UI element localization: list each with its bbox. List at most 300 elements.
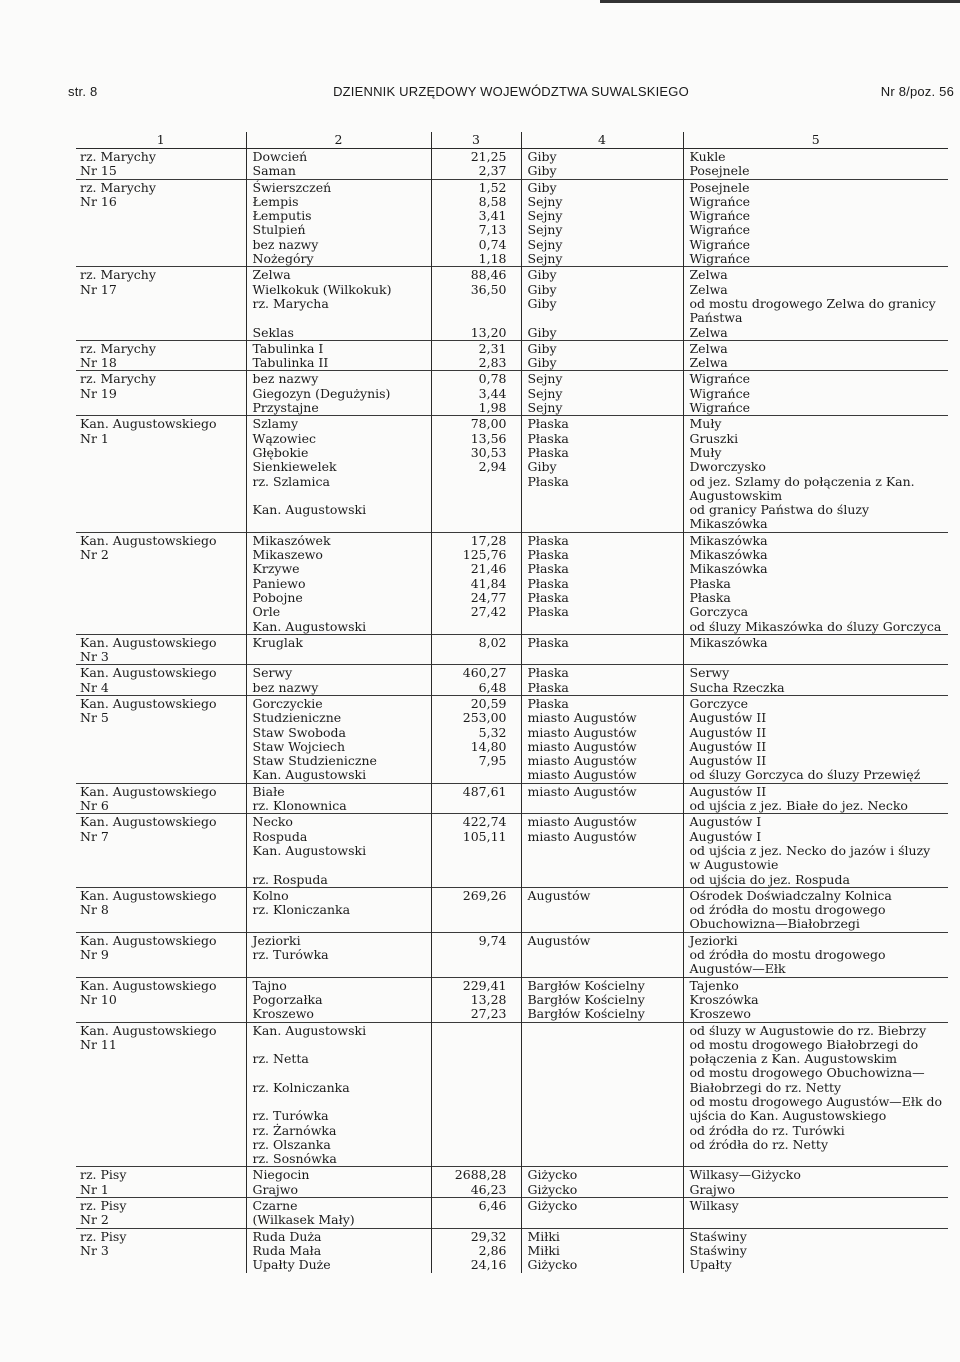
cell-water-body bbox=[246, 416, 431, 532]
cell-commune bbox=[521, 1167, 683, 1198]
cell-district bbox=[76, 634, 246, 665]
commune-line: Płaska bbox=[527, 430, 569, 446]
water-body-line: Nożegóry bbox=[252, 251, 314, 267]
water-body-line: Giegozyn (Degużynis) bbox=[252, 385, 391, 401]
cell-area bbox=[431, 1022, 521, 1167]
notes-line: od źródła do mostu drogowego Augustów—Ełk bbox=[689, 947, 886, 977]
water-body-line: Kan. Augustowski bbox=[252, 767, 367, 783]
cell-water-body bbox=[246, 783, 431, 814]
water-body-line bbox=[253, 311, 425, 325]
notes-line: od ujścia z jez. Necko do jazów i śluzy w Augustowie bbox=[689, 842, 931, 873]
cell-area bbox=[431, 634, 521, 665]
district-line: Kan. Augustowskiego bbox=[80, 783, 217, 799]
district-line: rz. Marychy bbox=[80, 371, 156, 387]
commune-line: Bargłów Kościelny bbox=[527, 977, 645, 993]
cell-district bbox=[76, 149, 246, 180]
table-row bbox=[76, 1022, 948, 1167]
table-row bbox=[76, 1198, 948, 1229]
district-line: Kan. Augustowskiego bbox=[80, 532, 217, 548]
district-line: rz. Marychy bbox=[80, 179, 156, 195]
commune-line: Miłki bbox=[527, 1228, 560, 1244]
cell-area bbox=[431, 149, 521, 180]
notes-line: Płaska bbox=[689, 575, 731, 591]
notes-line: Wigrańce bbox=[689, 222, 751, 238]
notes-line: Zelwa bbox=[689, 324, 728, 340]
commune-line: Płaska bbox=[527, 604, 569, 620]
page-header bbox=[68, 84, 954, 100]
water-body-line: Świerszczeń bbox=[252, 179, 332, 195]
cell-water-body bbox=[246, 1167, 431, 1198]
water-body-line bbox=[253, 1066, 425, 1080]
cell-district bbox=[76, 340, 246, 371]
water-body-line: (Wilkasek Mały) bbox=[252, 1212, 355, 1228]
area-line: 17,28 bbox=[470, 532, 507, 548]
commune-line: Płaska bbox=[527, 665, 569, 681]
notes-line: Kroszewo bbox=[689, 1006, 751, 1022]
district-line: Nr 1 bbox=[80, 1181, 109, 1197]
area-line: 5,32 bbox=[478, 724, 507, 740]
water-body-line: Czarne bbox=[252, 1198, 298, 1214]
cell-notes bbox=[683, 783, 948, 814]
notes-line: Augustów I bbox=[689, 828, 762, 844]
water-body-line: rz. Turówka bbox=[252, 1108, 329, 1124]
table-row bbox=[76, 977, 948, 1022]
notes-line: Zelwa bbox=[689, 267, 728, 283]
water-body-line: Saman bbox=[252, 163, 296, 179]
notes-line: Staświny bbox=[689, 1242, 747, 1258]
commune-line: Bargłów Kościelny bbox=[527, 991, 645, 1007]
district-line: Kan. Augustowskiego bbox=[80, 977, 217, 993]
notes-line: Mikaszówka bbox=[689, 561, 768, 577]
district-line: Nr 8 bbox=[80, 902, 109, 918]
water-body-line: Tabulinka II bbox=[252, 355, 329, 371]
register-table bbox=[76, 132, 948, 1273]
commune-line: Giby bbox=[527, 149, 557, 164]
area-line: 2,94 bbox=[478, 459, 507, 475]
district-line: rz. Marychy bbox=[80, 149, 156, 164]
area-line: 8,02 bbox=[478, 634, 507, 650]
cell-area bbox=[431, 783, 521, 814]
water-body-line: Upałty Duże bbox=[252, 1257, 331, 1273]
cell-commune bbox=[521, 665, 683, 696]
cell-water-body bbox=[246, 179, 431, 267]
commune-line: Miłki bbox=[527, 1242, 560, 1258]
cell-notes bbox=[683, 977, 948, 1022]
area-line: 2688,28 bbox=[454, 1167, 507, 1183]
cell-notes bbox=[683, 887, 948, 932]
area-line: 3,44 bbox=[478, 385, 507, 401]
district-line: Kan. Augustowskiego bbox=[80, 1022, 217, 1038]
water-body-line: rz. Kolniczanka bbox=[252, 1079, 350, 1095]
water-body-line: Stulpień bbox=[252, 222, 306, 238]
cell-commune bbox=[521, 371, 683, 416]
commune-line: miasto Augustów bbox=[527, 828, 637, 844]
water-body-line: Dowcień bbox=[252, 149, 308, 164]
water-body-line bbox=[253, 1095, 425, 1109]
cell-district bbox=[76, 1167, 246, 1198]
notes-line: od ujścia do jez. Rospuda bbox=[689, 871, 850, 887]
district-line: Nr 16 bbox=[80, 193, 117, 209]
district-line: Nr 7 bbox=[80, 828, 109, 844]
table-row bbox=[76, 371, 948, 416]
commune-line: Płaska bbox=[527, 547, 569, 563]
cell-commune bbox=[521, 179, 683, 267]
cell-notes bbox=[683, 340, 948, 371]
table-row bbox=[76, 634, 948, 665]
area-line: 0,78 bbox=[478, 371, 507, 387]
cell-notes bbox=[683, 149, 948, 180]
table-row bbox=[76, 887, 948, 932]
district-line: Nr 19 bbox=[80, 385, 117, 401]
cell-area bbox=[431, 932, 521, 977]
cell-notes bbox=[683, 532, 948, 634]
area-line: 253,00 bbox=[462, 710, 507, 726]
commune-line: Giżycko bbox=[527, 1198, 578, 1214]
notes-line: od śluzy Mikaszówka do śluzy Gorczyca bbox=[689, 618, 942, 634]
water-body-line: rz. Marycha bbox=[252, 295, 329, 311]
notes-line: Płaska bbox=[689, 589, 731, 605]
notes-line: Zelwa bbox=[689, 281, 728, 297]
cell-water-body bbox=[246, 532, 431, 634]
water-body-line: Kolno bbox=[252, 887, 289, 903]
cell-water-body bbox=[246, 340, 431, 371]
col-header-3: 3 bbox=[431, 132, 521, 149]
area-line: 88,46 bbox=[470, 267, 507, 283]
cell-area bbox=[431, 1198, 521, 1229]
water-body-line: rz. Klonownica bbox=[252, 798, 347, 814]
notes-line: Gorczyca bbox=[689, 604, 749, 620]
area-line: 24,16 bbox=[470, 1257, 507, 1273]
cell-notes bbox=[683, 267, 948, 340]
notes-line: Posejnele bbox=[689, 179, 750, 195]
district-line: Nr 11 bbox=[80, 1036, 117, 1052]
district-line: Kan. Augustowskiego bbox=[80, 932, 217, 948]
district-line: Kan. Augustowskiego bbox=[80, 695, 217, 711]
cell-district bbox=[76, 977, 246, 1022]
water-body-line: Staw Studzieniczne bbox=[252, 753, 377, 769]
area-line: 13,56 bbox=[470, 430, 507, 446]
water-body-line: Szlamy bbox=[252, 416, 299, 432]
notes-line: od źródła do mostu drogowego Obuchowizna—Białobrzegi bbox=[689, 902, 886, 932]
cell-water-body bbox=[246, 1022, 431, 1167]
area-line: 2,83 bbox=[478, 355, 507, 371]
notes-line: Sucha Rzeczka bbox=[689, 679, 785, 695]
area-line: 2,86 bbox=[478, 1242, 507, 1258]
water-body-line: Kruglak bbox=[252, 634, 303, 650]
cell-district bbox=[76, 532, 246, 634]
cell-area bbox=[431, 371, 521, 416]
cell-commune bbox=[521, 695, 683, 783]
area-line: 0,74 bbox=[478, 236, 507, 252]
district-line: Nr 1 bbox=[80, 430, 109, 446]
cell-district bbox=[76, 665, 246, 696]
cell-district bbox=[76, 179, 246, 267]
notes-line: od mostu drogowego Augustów—Ełk do ujścia do Kan. Augustowskiego bbox=[689, 1094, 943, 1124]
notes-line: Wigrańce bbox=[689, 400, 751, 416]
commune-line: Sejny bbox=[527, 400, 563, 416]
commune-line: Augustów bbox=[527, 887, 591, 903]
col-header-2: 2 bbox=[246, 132, 431, 149]
cell-area bbox=[431, 665, 521, 696]
area-line: 6,48 bbox=[478, 679, 507, 695]
notes-line: od źródła do rz. Netty bbox=[689, 1136, 829, 1152]
water-body-line: rz. Żarnówka bbox=[252, 1122, 337, 1138]
table-row bbox=[76, 267, 948, 340]
commune-line: miasto Augustów bbox=[527, 783, 637, 799]
water-body-line: bez nazwy bbox=[252, 371, 319, 387]
notes-line: Augustów II bbox=[689, 724, 767, 740]
district-line: Nr 2 bbox=[80, 547, 109, 563]
water-body-line: Wązowiec bbox=[252, 430, 317, 446]
district-line: Nr 10 bbox=[80, 991, 117, 1007]
notes-line: Grajwo bbox=[689, 1181, 736, 1197]
area-line: 9,74 bbox=[478, 932, 507, 948]
commune-line: Giby bbox=[527, 163, 557, 179]
water-body-line: Kan. Augustowski bbox=[252, 842, 367, 858]
cell-area bbox=[431, 416, 521, 532]
water-body-line: Głębokie bbox=[252, 444, 309, 460]
commune-line: Giby bbox=[527, 459, 557, 475]
commune-line: Płaska bbox=[527, 634, 569, 650]
cell-commune bbox=[521, 634, 683, 665]
water-body-line: rz. Rospuda bbox=[252, 871, 328, 887]
water-body-line: Niegocin bbox=[252, 1167, 310, 1183]
cell-water-body bbox=[246, 665, 431, 696]
cell-notes bbox=[683, 1198, 948, 1229]
cell-area bbox=[431, 267, 521, 340]
notes-line: Kroszówka bbox=[689, 991, 759, 1007]
notes-line: Gruszki bbox=[689, 430, 739, 446]
commune-line: Giby bbox=[527, 355, 557, 371]
area-line: 14,80 bbox=[470, 738, 507, 754]
district-line: Kan. Augustowskiego bbox=[80, 416, 217, 432]
area-line bbox=[438, 297, 507, 311]
notes-line: Wigrańce bbox=[689, 208, 751, 224]
notes-line: Dworczysko bbox=[689, 459, 766, 475]
cell-commune bbox=[521, 932, 683, 977]
commune-line: Giżycko bbox=[527, 1257, 578, 1273]
district-line: Kan. Augustowskiego bbox=[80, 665, 217, 681]
cell-area bbox=[431, 1228, 521, 1272]
notes-line: od mostu drogowego Białobrzegi do połączenia z Kan. Augustowskim bbox=[689, 1036, 919, 1067]
commune-line: Sejny bbox=[527, 251, 563, 267]
water-body-line: Kroszewo bbox=[252, 1006, 314, 1022]
commune-line: Sejny bbox=[527, 236, 563, 252]
cell-commune bbox=[521, 1022, 683, 1167]
commune-line: Giby bbox=[527, 179, 557, 195]
water-body-line: Pogorzałka bbox=[252, 991, 323, 1007]
notes-line: od mostu drogowego Zelwa do granicy Państwa bbox=[689, 295, 936, 326]
water-body-line: Zelwa bbox=[252, 267, 291, 283]
cell-commune bbox=[521, 340, 683, 371]
cell-water-body bbox=[246, 149, 431, 180]
commune-line: Giby bbox=[527, 340, 557, 356]
notes-line: Wigrańce bbox=[689, 193, 751, 209]
table-row bbox=[76, 814, 948, 887]
cell-notes bbox=[683, 634, 948, 665]
col-header-1: 1 bbox=[76, 132, 246, 149]
water-body-line: Krzywe bbox=[252, 561, 300, 577]
commune-line: miasto Augustów bbox=[527, 753, 637, 769]
area-line: 1,98 bbox=[478, 400, 507, 416]
area-line: 2,31 bbox=[478, 340, 507, 356]
water-body-line: Serwy bbox=[252, 665, 293, 681]
cell-notes bbox=[683, 695, 948, 783]
water-body-line: Sienkiewelek bbox=[252, 459, 337, 475]
area-line: 7,95 bbox=[478, 753, 507, 769]
area-line: 422,74 bbox=[462, 814, 507, 830]
cell-area bbox=[431, 1167, 521, 1198]
cell-district bbox=[76, 1228, 246, 1272]
area-line: 36,50 bbox=[470, 281, 507, 297]
area-line: 29,32 bbox=[470, 1228, 507, 1244]
col-header-5: 5 bbox=[683, 132, 948, 149]
cell-area bbox=[431, 814, 521, 887]
area-line: 105,11 bbox=[462, 828, 507, 844]
notes-line: Muły bbox=[689, 416, 722, 432]
area-line: 13,28 bbox=[470, 991, 507, 1007]
district-line: Kan. Augustowskiego bbox=[80, 814, 217, 830]
water-body-line: rz. Turówka bbox=[252, 947, 329, 963]
cell-water-body bbox=[246, 977, 431, 1022]
district-line: Nr 2 bbox=[80, 1212, 109, 1228]
scan-edge-rule bbox=[600, 0, 960, 3]
commune-line: Sejny bbox=[527, 371, 563, 387]
commune-line: Augustów bbox=[527, 932, 591, 948]
water-body-line: bez nazwy bbox=[252, 679, 319, 695]
water-body-line: rz. Sosnówka bbox=[252, 1151, 337, 1167]
water-body-line: rz. Kloniczanka bbox=[252, 902, 351, 918]
water-body-line: Ruda Mała bbox=[252, 1242, 322, 1258]
area-line: 27,42 bbox=[470, 604, 507, 620]
table-row bbox=[76, 532, 948, 634]
cell-commune bbox=[521, 814, 683, 887]
district-line: rz. Marychy bbox=[80, 340, 156, 356]
cell-district bbox=[76, 267, 246, 340]
area-line: 21,25 bbox=[470, 149, 507, 164]
notes-line: Zelwa bbox=[689, 355, 728, 371]
cell-district bbox=[76, 416, 246, 532]
cell-notes bbox=[683, 932, 948, 977]
table-row bbox=[76, 340, 948, 371]
notes-line: od śluzy Gorczyca do śluzy Przewięź bbox=[689, 767, 921, 783]
notes-line: Augustów II bbox=[689, 710, 767, 726]
cell-area bbox=[431, 532, 521, 634]
district-line: Kan. Augustowskiego bbox=[80, 887, 217, 903]
table-row bbox=[76, 932, 948, 977]
table-row bbox=[76, 783, 948, 814]
cell-area bbox=[431, 340, 521, 371]
cell-water-body bbox=[246, 1198, 431, 1229]
commune-line: Giby bbox=[527, 295, 557, 311]
cell-district bbox=[76, 695, 246, 783]
notes-line: Tajenko bbox=[689, 977, 739, 993]
cell-notes bbox=[683, 1228, 948, 1272]
notes-line: Augustów II bbox=[689, 783, 767, 799]
area-line: 27,23 bbox=[470, 1006, 507, 1022]
notes-line: Ośrodek Doświadczalny Kolnica bbox=[689, 887, 892, 903]
district-line: Nr 17 bbox=[80, 281, 117, 297]
cell-notes bbox=[683, 179, 948, 267]
cell-water-body bbox=[246, 634, 431, 665]
water-body-line: Grajwo bbox=[252, 1181, 299, 1197]
commune-line: miasto Augustów bbox=[527, 814, 637, 830]
area-line: 13,20 bbox=[470, 324, 507, 340]
water-body-line: Studzieniczne bbox=[252, 710, 342, 726]
water-body-line: Seklas bbox=[252, 324, 294, 340]
commune-line: miasto Augustów bbox=[527, 710, 637, 726]
district-line: Nr 6 bbox=[80, 798, 109, 814]
notes-line: od ujścia z jez. Białe do jez. Necko bbox=[689, 798, 908, 814]
cell-district bbox=[76, 1198, 246, 1229]
water-body-line: Kan. Augustowski bbox=[252, 1022, 367, 1038]
water-body-line: Łempis bbox=[252, 193, 299, 209]
water-body-line: Łemputis bbox=[252, 208, 312, 224]
notes-line: Staświny bbox=[689, 1228, 747, 1244]
commune-line: Giby bbox=[527, 324, 557, 340]
water-body-line: Ruda Duża bbox=[252, 1228, 322, 1244]
notes-line: Wigrańce bbox=[689, 385, 751, 401]
cell-commune bbox=[521, 1198, 683, 1229]
cell-water-body bbox=[246, 267, 431, 340]
commune-line: Bargłów Kościelny bbox=[527, 1006, 645, 1022]
district-line: Nr 4 bbox=[80, 679, 109, 695]
water-body-line: Tabulinka I bbox=[252, 340, 324, 356]
area-line: 3,41 bbox=[478, 208, 507, 224]
water-body-line: Mikaszówek bbox=[252, 532, 331, 548]
notes-line: Mikaszówka bbox=[689, 634, 768, 650]
table-row bbox=[76, 695, 948, 783]
area-line: 21,46 bbox=[470, 561, 507, 577]
area-line: 78,00 bbox=[470, 416, 507, 432]
cell-notes bbox=[683, 1167, 948, 1198]
district-line: Nr 18 bbox=[80, 355, 117, 371]
page-number: str. 8 bbox=[68, 84, 98, 99]
notes-line: Jeziorki bbox=[689, 932, 738, 948]
notes-line: Posejnele bbox=[689, 163, 750, 179]
commune-line: Płaska bbox=[527, 444, 569, 460]
water-body-line bbox=[253, 489, 425, 503]
water-body-line: Staw Wojciech bbox=[252, 738, 346, 754]
cell-area bbox=[431, 179, 521, 267]
cell-notes bbox=[683, 665, 948, 696]
table-row bbox=[76, 1167, 948, 1198]
water-body-line: Wielkokuk (Wilkokuk) bbox=[252, 281, 392, 297]
commune-line: Giżycko bbox=[527, 1181, 578, 1197]
cell-commune bbox=[521, 532, 683, 634]
commune-line: Płaska bbox=[527, 679, 569, 695]
cell-area bbox=[431, 695, 521, 783]
cell-commune bbox=[521, 267, 683, 340]
cell-water-body bbox=[246, 932, 431, 977]
cell-district bbox=[76, 1022, 246, 1167]
water-body-line: Przystajne bbox=[252, 400, 319, 416]
area-line: 460,27 bbox=[462, 665, 507, 681]
table-row bbox=[76, 416, 948, 532]
notes-line: Serwy bbox=[689, 665, 730, 681]
commune-line: Płaska bbox=[527, 589, 569, 605]
cell-notes bbox=[683, 1022, 948, 1167]
water-body-line: Staw Swoboda bbox=[252, 724, 346, 740]
water-body-line bbox=[253, 858, 425, 872]
commune-line: Giby bbox=[527, 281, 557, 297]
commune-line: miasto Augustów bbox=[527, 738, 637, 754]
notes-line: Wigrańce bbox=[689, 236, 751, 252]
water-body-line: Kan. Augustowski bbox=[252, 618, 367, 634]
area-line: 125,76 bbox=[462, 547, 507, 563]
notes-line: Wigrańce bbox=[689, 251, 751, 267]
area-line: 6,46 bbox=[478, 1198, 507, 1214]
